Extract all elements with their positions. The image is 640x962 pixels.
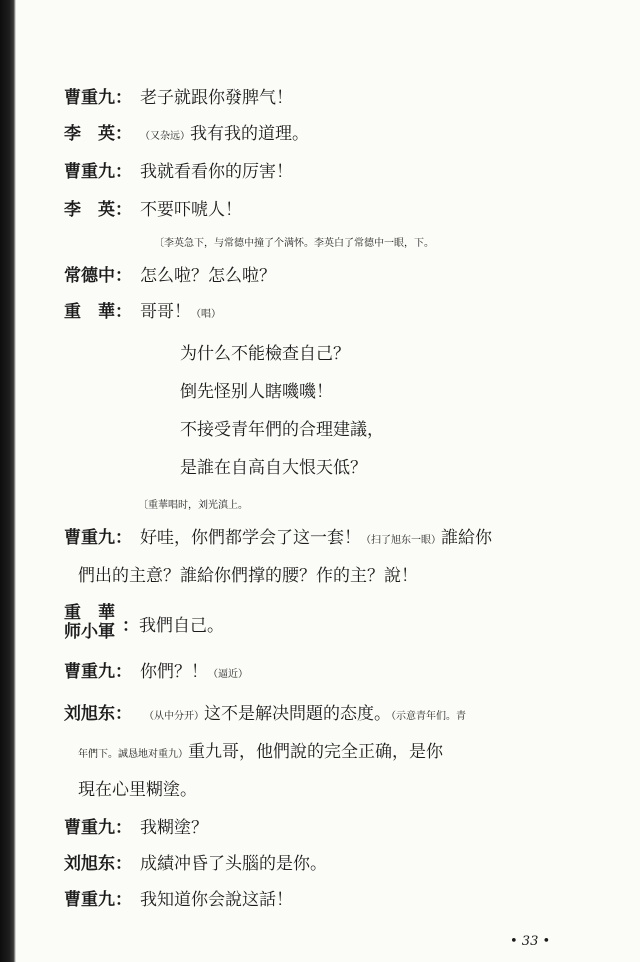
song-line: 不接受青年們的合理建議， [180, 420, 384, 440]
dialogue-text: 成績冲昏了头腦的是你。 [140, 854, 327, 874]
stage-direction-inline: 年們下。誠恳地对重九） [78, 749, 188, 760]
speaker: 刘旭东： [64, 704, 132, 724]
dialogue-line [64, 526, 492, 553]
speaker: 师小軍 [64, 622, 115, 642]
dialogue-text: 好哇，你們都学会了这一套！ [140, 528, 361, 548]
dialogue-line [64, 264, 276, 288]
stage-direction-inline: （又杂远） [140, 131, 190, 142]
dialogue-text: 重九哥，他們說的完全正确，是你 [188, 742, 443, 762]
dialogue-text: 我糊塗？ [140, 818, 208, 838]
document-page [64, 0, 624, 962]
stage-direction-inline: （从中分开） [144, 711, 204, 722]
dialogue-text: 我有我的道理。 [190, 124, 309, 144]
dialogue-text: 你們？！ [140, 662, 208, 682]
stage-direction-inline: （示意青年们。青 [391, 711, 466, 722]
speaker-colon: ： [122, 616, 139, 636]
dialogue-line [64, 86, 293, 110]
dialogue-line [64, 198, 242, 222]
dialogue-text: 我們自己。 [139, 616, 224, 636]
dialogue-continuation: 們出的主意？誰給你們撑的腰？作的主？說！ [78, 566, 418, 586]
dialogue-line [122, 614, 224, 638]
dialogue-continuation: 現在心里糊塗。 [78, 780, 197, 800]
stage-direction: 〔李英急下，与常德中撞了个满怀。李英白了常德中一眼，下。 [154, 238, 434, 249]
dialogue-line [64, 300, 221, 327]
dialogue-text: 不要吓唬人！ [140, 200, 242, 220]
twin-speakers [64, 604, 115, 642]
dialogue-text: 哥哥！ [140, 302, 191, 322]
page-number: • 33 • [510, 934, 551, 949]
dialogue-text: 我知道你会說这話！ [140, 890, 293, 910]
dialogue-line [64, 816, 208, 840]
speaker: 常德中： [64, 266, 132, 286]
stage-direction: 〔重華唱时，刘光滇上。 [138, 500, 248, 511]
song-line: 是誰在自高自大恨天低？ [180, 458, 367, 478]
dialogue-line [64, 122, 309, 149]
speaker: 重 華： [64, 302, 132, 322]
song-line: 为什么不能檢查自己？ [180, 344, 350, 364]
speaker: 曹重九： [64, 162, 132, 182]
speaker: 李 英： [64, 124, 132, 144]
dialogue-text: 这不是解决問題的态度。 [204, 704, 391, 724]
speaker: 曹重九： [64, 88, 132, 108]
speaker: 曹重九： [64, 818, 132, 838]
dialogue-text: 老子就跟你發脾气！ [140, 88, 293, 108]
speaker: 曹重九： [64, 662, 132, 682]
dialogue-line [64, 888, 293, 912]
stage-direction-inline: （逼近） [208, 669, 248, 680]
song-line: 倒先怪别人瞎嘰嘰！ [180, 382, 333, 402]
speaker: 李 英： [64, 200, 132, 220]
dialogue-line [64, 702, 466, 729]
speaker: 曹重九： [64, 890, 132, 910]
dialogue-text: 誰給你 [441, 528, 492, 548]
dialogue-line [64, 852, 327, 876]
stage-direction-inline: （唱） [191, 309, 221, 320]
dialogue-continuation [78, 740, 443, 767]
speaker: 曹重九： [64, 528, 132, 548]
book-binding-edge [0, 0, 16, 962]
dialogue-line [64, 660, 248, 687]
speaker: 刘旭东： [64, 854, 132, 874]
stage-direction-inline: （扫了旭东一眼） [361, 535, 441, 546]
dialogue-line [64, 160, 293, 184]
dialogue-text: 怎么啦？怎么啦？ [140, 266, 276, 286]
speaker: 重 華 [64, 603, 115, 623]
dialogue-text: 我就看看你的厉害！ [140, 162, 293, 182]
